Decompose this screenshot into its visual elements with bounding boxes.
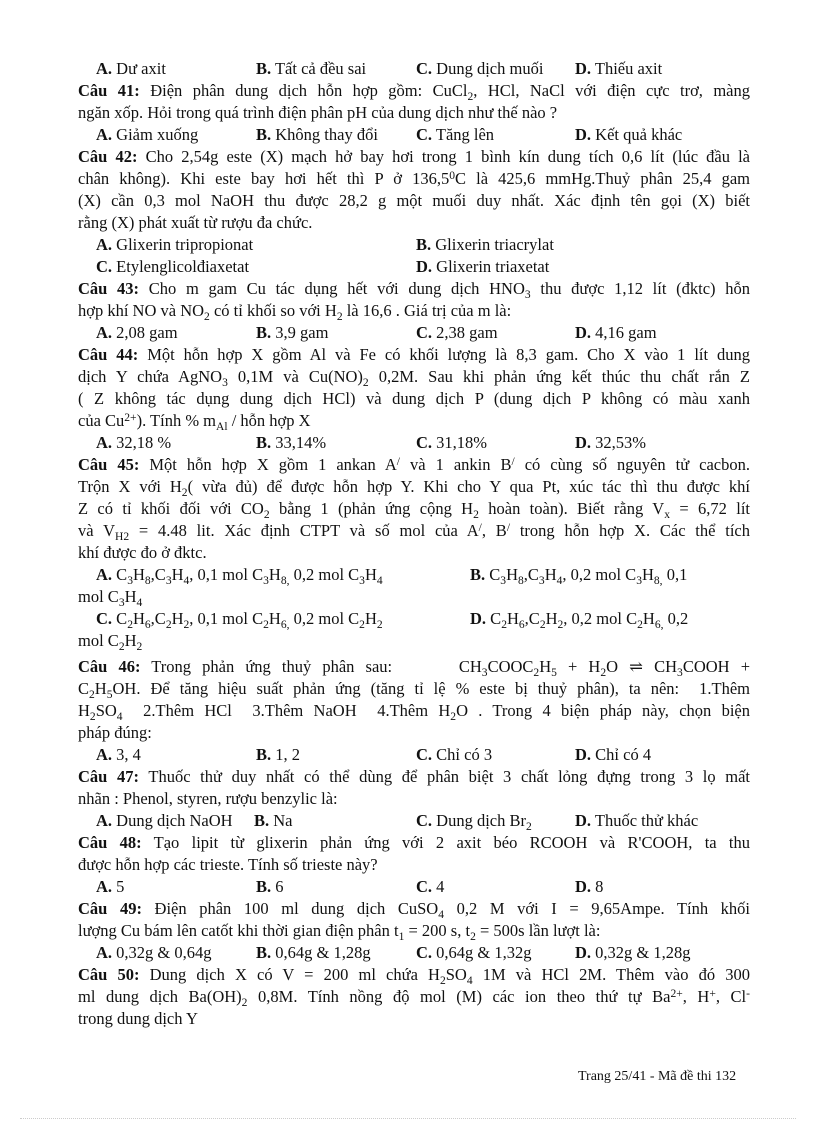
page-footer: Trang 25/41 - Mã đề thi 132 xyxy=(578,1069,737,1084)
question-46: Câu 46: Trong phản ứng thuỷ phân sau: $CH_3COOC_2H_5 + H_2O$ ⇌ $CH_3COOH$ + $C_2H_5OH$. Để tăng hiệu suất phản ứng (tăng tỉ lệ % este bị thuỷ phân), ta nên: 1.Thêm $H_2SO_4$ 2.Thêm HCl 3.Thêm NaOH 4.Thêm $H_2O$ . Trong 4 biện pháp này, chọn biện pháp đúng: A. 3, 4 B. 1, 2 C. Chỉ có 3 D. Chỉ có 4 xyxy=(78,657,751,764)
question-50: Câu 50: Dung dịch X có V = 200 ml chứa $H_2SO_4$ 1M và HCl 2M. Thêm vào đó 300 ml dung dịch $Ba(OH)_2$ 0,8M. Tính nồng độ mol (M) các ion theo thứ tự $Ba^{2+}$, H+, Cl- trong dung dịch Y xyxy=(78,965,750,1028)
q45-option-d: D. $C_2H_6,C_2H_2$, 0,2 mol $C_2H_{6,}$ 0,2 xyxy=(470,609,689,632)
q45-option-c: C. $C_2H_6,C_2H_2$, 0,1 mol $C_2H_{6,}$ 0,2 mol $C_2H_2$ xyxy=(96,609,383,632)
q40-option-c: C. Dung dịch muối xyxy=(416,59,544,78)
question-47: Câu 47: Thuốc thử duy nhất có thể dùng để phân biệt 3 chất lỏng đựng trong 3 lọ mất nhãn : Phenol, styren, rượu benzylic là: A. Dung dịch NaOH B. Na C. Dung dịch $Br_2$ D. Thuốc thử khác xyxy=(78,767,751,834)
question-44: Câu 44: Một hỗn hợp X gồm Al và Fe có khối lượng là 8,3 gam. Cho X vào 1 lít dung dịch Y chứa AgNO$_3$ 0,1M và $Cu(NO)_2$ 0,2M. Sau khi phản ứng kết thúc thu chất rắn Z ( Z không tác dụng dung dịch HCl) và dung dịch P (dung dịch P không có màu xanh của $Cu^{2+}$). Tính % $m_{Al}$ / hỗn hợp X A. 32,18 % B. 33,14% C. 31,18% D. 32,53% xyxy=(78,345,751,452)
q40-option-b: B. Tất cả đều sai xyxy=(256,59,367,78)
question-45: Câu 45: Một hỗn hợp X gồm 1 ankan A/ và 1 ankin B/ có cùng số nguyên tử cacbon. Trộn X với $H_2$( vừa đủ) để được hỗn hợp Y. Khi cho Y qua Pt, xúc tác thì thu được khí Z có tỉ khối đối với $CO_2$ bằng 1 (phản ứng cộng $H_2$ hoàn toàn). Biết rằng $V_x = 6,72$ lít và $V_{H2} = 4.48$ lit. Xác định CTPT và số mol của A/, B/ trong hỗn hợp X. Các thể tích khí được đo ở đktc. A. $C_3H_8,C_3H_4$, 0,1 mol $C_3H_{8,}$ 0,2 mol $C_3H_4$ B. $C_3H_8,C_3H_4$, 0,2 mol $C_3H_{8,}$ 0,1 mol $C_3H_4$ C. $C_2H_6,C_2H_2$, 0,1 mol $C_2H_{6,}$ 0,2 mol $C_2H_2$ D. $C_2H_6,C_2H_2$, 0,2 mol $C_2H_{6,}$ 0,2 mol $C_2H_2$ xyxy=(78,455,751,654)
question-41: Câu 41: Điện phân dung dịch hỗn hợp gồm: CuCl$_2$, HCl, NaCl với điện cực trơ, màng ngăn xốp. Hỏi trong quá trình điện phân pH của dung dịch như thế nào ? A. Giảm xuống B. Không thay đổi C. Tăng lên D. Kết quả khác xyxy=(78,81,751,144)
q40-option-d: D. Thiếu axit xyxy=(575,59,663,78)
page-bottom-divider xyxy=(20,1118,796,1119)
question-43: Câu 43: Cho m gam Cu tác dụng hết với dung dịch $HNO_3$ thu được 1,12 lít (đktc) hỗn hợp khí NO và $NO_2$ có tỉ khối so với $H_2$ là 16,6 . Giá trị của m là: A. 2,08 gam B. 3,9 gam C. 2,38 gam D. 4,16 gam xyxy=(78,279,750,342)
q45-option-a: A. $C_3H_8,C_3H_4$, 0,1 mol $C_3H_{8,}$ 0,2 mol $C_3H_4$ xyxy=(96,565,383,588)
q40-options xyxy=(78,58,750,80)
exam-page xyxy=(78,58,750,1030)
q40-option-a: A. Dư axit xyxy=(96,59,166,78)
question-48: Câu 48: Tạo lipit từ glixerin phản ứng với 2 axit béo RCOOH và R'COOH, ta thu được hỗn hợp các trieste. Tính số trieste này? A. 5 B. 6 C. 4 D. 8 xyxy=(78,833,750,896)
question-42: Câu 42: Cho 2,54g este (X) mạch hở bay hơi trong 1 bình kín dung tích 0,6 lít (lúc đầu là chân không). Khi este bay hơi hết thì P ở 136,5$^0$C là 425,6 mmHg.Thuỷ phân 25,4 gam (X) cần 0,3 mol NaOH thu được 28,2 g một muối duy nhất. Xác định tên gọi (X) biết rằng (X) phát xuất từ rượu đa chức. A. Glixerin tripropionat B. Glixerin triacrylat C. Etylenglicolđiaxetat D. Glixerin triaxetat xyxy=(78,147,751,276)
question-49: Câu 49: Điện phân 100 ml dung dịch CuSO$_4$ 0,2 M với I = 9,65Ampe. Tính khối lượng Cu bám lên catốt khi thời gian điện phân $t_1 = 200$ s, $t_2 = 500s$ lần lượt là: A. 0,32g & 0,64g B. 0,64g & 1,28g C. 0,64g & 1,32g D. 0,32g & 1,28g xyxy=(78,899,750,962)
q45-option-b: B. $C_3H_8,C_3H_4$, 0,2 mol $C_3H_{8,}$ 0,1 xyxy=(470,565,688,588)
